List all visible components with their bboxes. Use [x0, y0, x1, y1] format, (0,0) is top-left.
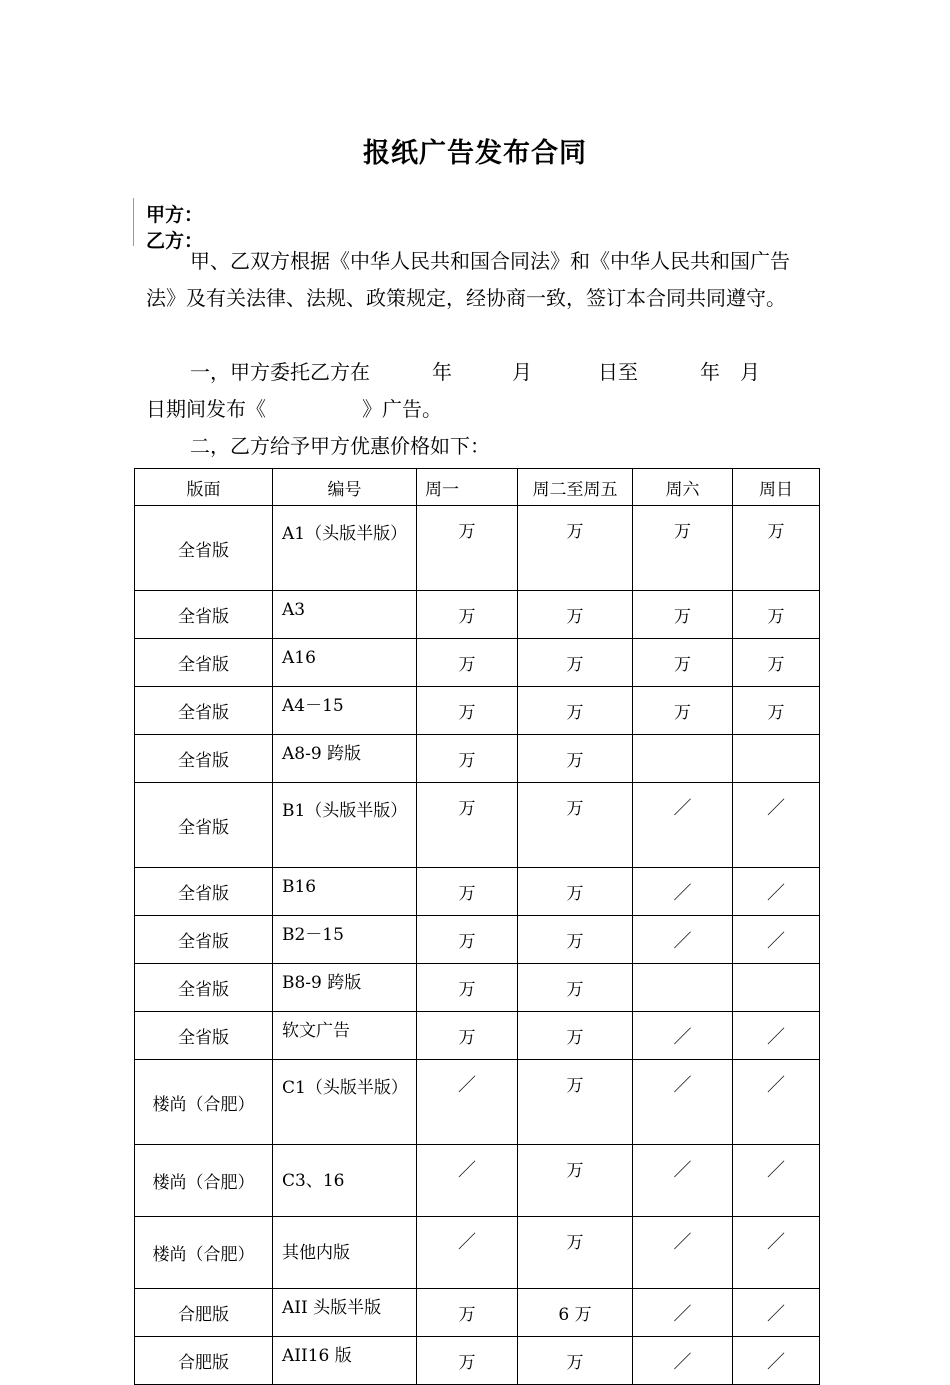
header-sunday: 周日	[733, 469, 820, 506]
sunday-cell: ／	[733, 868, 820, 916]
clause-2: 二，乙方给予甲方优惠价格如下：	[190, 434, 490, 458]
saturday-cell: ／	[633, 1289, 733, 1337]
document-title: 报纸广告发布合同	[363, 138, 587, 169]
tue-fri-cell: 万	[518, 1337, 633, 1385]
header-edition: 版面	[135, 469, 273, 506]
code-cell: A4－15	[273, 687, 417, 735]
monday-cell: 万	[417, 639, 518, 687]
saturday-cell: 万	[633, 506, 733, 591]
monday-cell: 万	[417, 916, 518, 964]
clause-1-prefix: 一，甲方委托乙方在	[190, 360, 370, 384]
code-cell: B2－15	[273, 916, 417, 964]
clause-1-line-1	[190, 354, 810, 391]
edition-cell: 全省版	[135, 591, 273, 639]
header-monday: 周一	[417, 469, 518, 506]
sunday-cell: ／	[733, 1012, 820, 1060]
saturday-cell: ／	[633, 916, 733, 964]
saturday-cell	[633, 964, 733, 1012]
monday-cell: 万	[417, 735, 518, 783]
tue-fri-cell: 万	[518, 1060, 633, 1145]
edition-cell: 全省版	[135, 687, 273, 735]
edition-cell: 全省版	[135, 1012, 273, 1060]
tue-fri-cell: 万	[518, 783, 633, 868]
table-row	[135, 735, 820, 783]
monday-cell: 万	[417, 1289, 518, 1337]
intro-paragraph: 甲、乙双方根据《中华人民共和国合同法》和《中华人民共和国广告法》及有关法律、法规、政策规定，经协商一致，签订本合同共同遵守。	[146, 249, 790, 310]
monday-cell: 万	[417, 506, 518, 591]
saturday-cell: 万	[633, 591, 733, 639]
code-cell: A1（头版半版）	[273, 506, 417, 591]
table-row	[135, 687, 820, 735]
sunday-cell: 万	[733, 639, 820, 687]
sunday-cell: ／	[733, 1060, 820, 1145]
tue-fri-cell: 万	[518, 735, 633, 783]
edition-cell: 全省版	[135, 916, 273, 964]
tue-fri-cell: 6 万	[518, 1289, 633, 1337]
clause-1-month-1: 月	[512, 360, 532, 384]
saturday-cell: ／	[633, 1012, 733, 1060]
edition-cell: 全省版	[135, 868, 273, 916]
table-row	[135, 916, 820, 964]
edition-cell: 合肥版	[135, 1289, 273, 1337]
saturday-cell: ／	[633, 1060, 733, 1145]
table-row	[135, 591, 820, 639]
saturday-cell: ／	[633, 783, 733, 868]
sunday-cell	[733, 964, 820, 1012]
code-cell: AII16 版	[273, 1337, 417, 1385]
code-cell: AII 头版半版	[273, 1289, 417, 1337]
tue-fri-cell: 万	[518, 591, 633, 639]
party-a-label: 甲方：	[146, 204, 204, 226]
table-row	[135, 1060, 820, 1145]
code-cell: A16	[273, 639, 417, 687]
table-row	[135, 1145, 820, 1217]
clause-1-month-2: 月	[740, 360, 760, 384]
saturday-cell: 万	[633, 687, 733, 735]
clause-1-day-to: 日至	[598, 360, 638, 384]
table-row	[135, 1012, 820, 1060]
tue-fri-cell: 万	[518, 1145, 633, 1217]
code-cell: B1（头版半版）	[273, 783, 417, 868]
monday-cell: ／	[417, 1145, 518, 1217]
code-cell: C3、16	[273, 1145, 417, 1217]
tue-fri-cell: 万	[518, 1217, 633, 1289]
edition-cell: 楼尚（合肥）	[135, 1145, 273, 1217]
edition-cell: 全省版	[135, 639, 273, 687]
price-table	[134, 468, 820, 1385]
tue-fri-cell: 万	[518, 916, 633, 964]
clause-1-period-start: 日期间发布《	[146, 397, 266, 421]
sunday-cell: ／	[733, 1217, 820, 1289]
code-cell: A8-9 跨版	[273, 735, 417, 783]
edition-cell: 全省版	[135, 735, 273, 783]
table-row	[135, 506, 820, 591]
monday-cell: 万	[417, 783, 518, 868]
edition-cell: 楼尚（合肥）	[135, 1217, 273, 1289]
sunday-cell: 万	[733, 687, 820, 735]
table-row	[135, 964, 820, 1012]
code-cell: 其他内版	[273, 1217, 417, 1289]
tue-fri-cell: 万	[518, 506, 633, 591]
monday-cell: ／	[417, 1217, 518, 1289]
header-saturday: 周六	[633, 469, 733, 506]
monday-cell: 万	[417, 591, 518, 639]
saturday-cell: ／	[633, 868, 733, 916]
edition-cell: 合肥版	[135, 1337, 273, 1385]
code-cell: 软文广告	[273, 1012, 417, 1060]
edition-cell: 全省版	[135, 964, 273, 1012]
table-row	[135, 1217, 820, 1289]
saturday-cell: ／	[633, 1145, 733, 1217]
header-tue-fri: 周二至周五	[518, 469, 633, 506]
table-row	[135, 868, 820, 916]
sunday-cell: ／	[733, 916, 820, 964]
sunday-cell: ／	[733, 1145, 820, 1217]
monday-cell: 万	[417, 964, 518, 1012]
code-cell: C1（头版半版）	[273, 1060, 417, 1145]
edition-cell: 全省版	[135, 506, 273, 591]
monday-cell: ／	[417, 1060, 518, 1145]
margin-bar	[133, 198, 134, 246]
clause-1-period-end: 》广告。	[362, 397, 442, 421]
party-b-label: 乙方：	[146, 230, 204, 252]
monday-cell: 万	[417, 1012, 518, 1060]
sunday-cell: ／	[733, 1289, 820, 1337]
sunday-cell: 万	[733, 591, 820, 639]
tue-fri-cell: 万	[518, 687, 633, 735]
table-header-row	[135, 469, 820, 506]
clause-1-year-1: 年	[432, 360, 452, 384]
clause-1-year-2: 年	[700, 360, 720, 384]
saturday-cell: 万	[633, 639, 733, 687]
monday-cell: 万	[417, 868, 518, 916]
sunday-cell: ／	[733, 783, 820, 868]
edition-cell: 全省版	[135, 783, 273, 868]
tue-fri-cell: 万	[518, 639, 633, 687]
sunday-cell	[733, 735, 820, 783]
code-cell: B16	[273, 868, 417, 916]
monday-cell: 万	[417, 1337, 518, 1385]
header-code: 编号	[273, 469, 417, 506]
saturday-cell: ／	[633, 1337, 733, 1385]
table-row	[135, 783, 820, 868]
clause-1-line-2	[146, 391, 806, 428]
tue-fri-cell: 万	[518, 1012, 633, 1060]
table-row	[135, 639, 820, 687]
tue-fri-cell: 万	[518, 964, 633, 1012]
saturday-cell	[633, 735, 733, 783]
saturday-cell: ／	[633, 1217, 733, 1289]
edition-cell: 楼尚（合肥）	[135, 1060, 273, 1145]
sunday-cell: 万	[733, 506, 820, 591]
monday-cell: 万	[417, 687, 518, 735]
table-row	[135, 1289, 820, 1337]
code-cell: A3	[273, 591, 417, 639]
code-cell: B8-9 跨版	[273, 964, 417, 1012]
tue-fri-cell: 万	[518, 868, 633, 916]
sunday-cell: ／	[733, 1337, 820, 1385]
